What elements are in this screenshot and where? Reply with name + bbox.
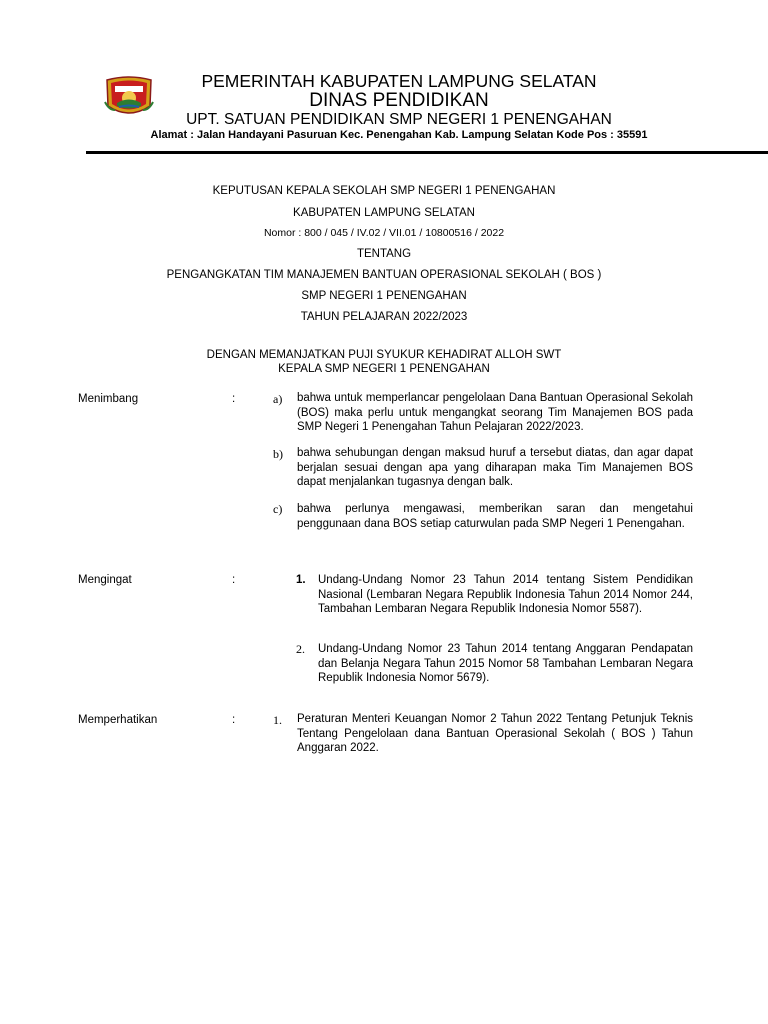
- section-colon: :: [232, 393, 236, 405]
- section-label-mengingat: Mengingat: [78, 574, 132, 586]
- decree-title-line2: KABUPATEN LAMPUNG SELATAN: [293, 207, 475, 219]
- menimbang-item-c: bahwa perlunya mengawasi, memberikan saran dan mengetahui penggunaan dana BOS setiap caturwulan pada SMP Negeri 1 Penengahan.: [297, 503, 693, 530]
- decree-signatory: KEPALA SMP NEGERI 1 PENENGAHAN: [278, 363, 490, 375]
- item-marker: b): [273, 447, 283, 461]
- item-marker: 2.: [296, 642, 305, 656]
- memperhatikan-item-1: Peraturan Menteri Keuangan Nomor 2 Tahun 2022 Tentang Petunjuk Teknis Tentang Pengelolaan dana Bantuan Operasional Sekolah ( BOS ) Tahun Anggaran 2022.: [297, 713, 693, 754]
- mengingat-item-2: Undang-Undang Nomor 23 Tahun 2014 tentang Anggaran Pendapatan dan Belanja Negara Tahun 2015 Nomor 58 Tambahan Lembaran Negara Republik Indonesia Nomor 5679).: [318, 643, 693, 684]
- menimbang-item-b: bahwa sehubungan dengan maksud huruf a tersebut diatas, dan agar dapat berjalan sesuai dengan apa yang diharapan maka Tim Manajemen BOS dapat menjalankan tugasnya dengan balk.: [297, 447, 693, 488]
- menimbang-item-a: bahwa untuk memperlancar pengelolaan Dana Bantuan Operasional Sekolah (BOS) maka perlu untuk mengangkat seorang Tim Manajemen BOS pada SMP Negeri 1 Penengahan Tahun Pelajaran 2022/2023.: [297, 392, 693, 433]
- letterhead-department: DINAS PENDIDIKAN: [309, 90, 489, 111]
- section-label-memperhatikan: Memperhatikan: [78, 714, 158, 726]
- letterhead-address: Alamat : Jalan Handayani Pasuruan Kec. Penengahan Kab. Lampung Selatan Kode Pos : 35591: [150, 129, 648, 141]
- mengingat-item-1: Undang-Undang Nomor 23 Tahun 2014 tentang Sistem Pendidikan Nasional (Lembaran Negara Republik Indonesia Tahun 2014 Nomor 244, Tambahan Lembaran Negara Republik Indonesia Nomor 5587).: [318, 574, 693, 615]
- section-label-menimbang: Menimbang: [78, 393, 139, 405]
- section-colon: :: [232, 574, 236, 586]
- letterhead-government: PEMERINTAH KABUPATEN LAMPUNG SELATAN: [201, 71, 597, 91]
- decree-title-line1: KEPUTUSAN KEPALA SEKOLAH SMP NEGERI 1 PENENGAHAN: [212, 185, 556, 197]
- decree-invocation: DENGAN MEMANJATKAN PUJI SYUKUR KEHADIRAT ALLOH SWT: [206, 349, 562, 361]
- item-marker: a): [273, 392, 283, 406]
- decree-number: Nomor : 800 / 045 / IV.02 / VII.01 / 10800516 / 2022: [263, 227, 505, 239]
- letterhead-school: UPT. SATUAN PENDIDIKAN SMP NEGERI 1 PENENGAHAN: [186, 111, 612, 128]
- item-marker: 1.: [273, 713, 282, 727]
- item-marker: c): [273, 502, 283, 516]
- item-marker: 1.: [296, 574, 306, 586]
- letterhead-divider: [86, 151, 768, 154]
- decree-tentang: TENTANG: [356, 248, 412, 260]
- decree-school: SMP NEGERI 1 PENENGAHAN: [301, 290, 467, 302]
- decree-subject: PENGANGKATAN TIM MANAJEMEN BANTUAN OPERASIONAL SEKOLAH ( BOS ): [166, 269, 602, 281]
- decree-year: TAHUN PELAJARAN 2022/2023: [300, 311, 468, 323]
- section-colon: :: [232, 714, 236, 726]
